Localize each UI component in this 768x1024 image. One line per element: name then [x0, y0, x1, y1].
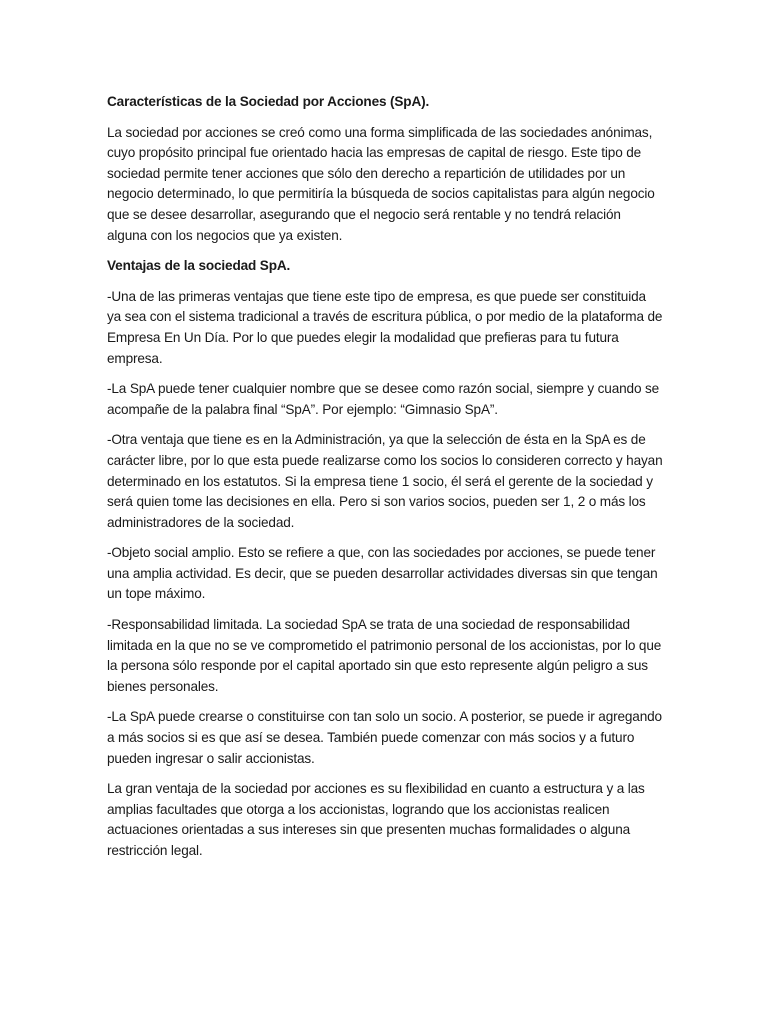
section-heading-advantages: Ventajas de la sociedad SpA. — [107, 258, 291, 274]
advantage-paragraph: -Una de las primeras ventajas que tiene este tipo de empresa, es que puede ser constituida ya sea con el sistema tradicional a través de escritura pública, o por medio de la plataforma de Empresa En Un Día. Por lo que puedes elegir la modalidad que prefieras para tu futura empresa. — [107, 288, 663, 366]
section-heading-characteristics: Características de la Sociedad por Acciones (SpA). — [107, 94, 430, 109]
advantage-paragraph: -Responsabilidad limitada. La sociedad SpA se trata de una sociedad de responsabilidad limitada en la que no se ve comprometido el patrimonio personal de los accionistas, por lo que la persona sólo responde por el capital aportado sin que esto represente algún peligro a sus bienes personales. — [107, 617, 662, 694]
paragraph-conclusion: La gran ventaja de la sociedad por acciones es su flexibilidad en cuanto a estructura y a las amplias facultades que otorga a los accionistas, logrando que los accionistas realicen actuaciones orientadas a sus intereses sin que presenten muchas formalidades o alguna restricción legal. — [107, 781, 645, 858]
advantage-paragraph: -Objeto social amplio. Esto se refiere a que, con las sociedades por acciones, se puede tener una amplia actividad. Es decir, que se pueden desarrollar actividades diversas sin que tengan un tope máximo. — [107, 545, 658, 602]
advantage-paragraph: -La SpA puede tener cualquier nombre que se desee como razón social, siempre y cuando se acompañe de la palabra final “SpA”. Por ejemplo: “Gimnasio SpA”. — [107, 381, 660, 417]
paragraph-intro: La sociedad por acciones se creó como una forma simplificada de las sociedades anónimas, cuyo propósito principal fue orientado hacia las empresas de capital de riesgo. Este tipo de sociedad permite tener acciones que sólo den derecho a repartición de utilidades por un negocio determinado, lo que permitiría la búsqueda de socios capitalistas para algún negocio que se desee desarrollar, asegurando que el negocio será rentable y no tendrá relación alguna con los negocios que ya existen. — [107, 124, 655, 243]
advantage-paragraph: -La SpA puede crearse o constituirse con tan solo un socio. A posterior, se puede ir agregando a más socios si es que así se desea. También puede comenzar con más socios y a futuro pueden ingresar o salir accionistas. — [107, 709, 662, 766]
document-page — [107, 92, 663, 872]
advantage-paragraph: -Otra ventaja que tiene es en la Administración, ya que la selección de ésta en la SpA es de carácter libre, por lo que esta puede realizarse como los socios lo consideren correcto y hayan determinado en los estatutos. Si la empresa tiene 1 socio, él será el gerente de la sociedad y será quien tome las decisiones en ella. Pero si son varios socios, pueden ser 1, 2 o más los administradores de la sociedad. — [107, 432, 663, 530]
